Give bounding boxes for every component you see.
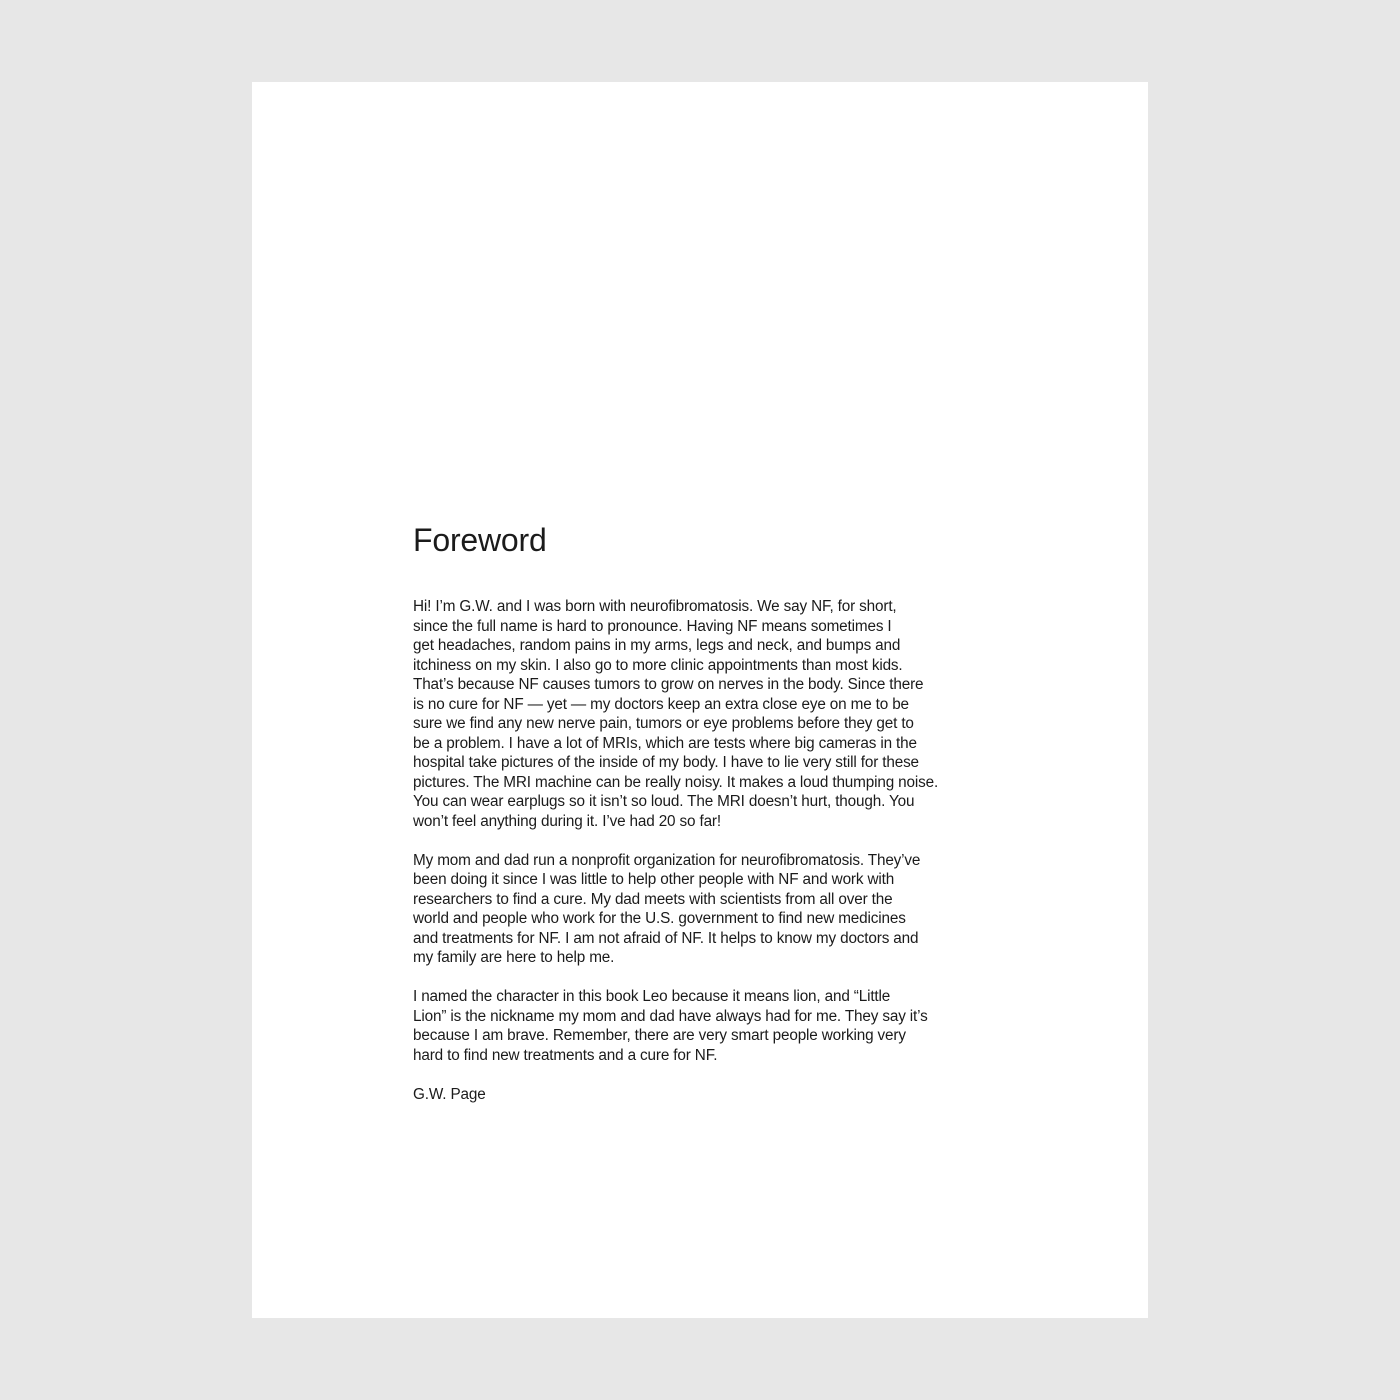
text-line: researchers to find a cure. My dad meets with scientists from all over the: [413, 890, 893, 908]
text-line: Hi! I’m G.W. and I was born with neurofibromatosis. We say NF, for short,: [413, 598, 897, 615]
text-line: my family are here to help me.: [413, 949, 615, 966]
text-line: pictures. The MRI machine can be really noisy. It makes a loud thumping noise.: [413, 773, 939, 791]
paragraph-intro: [413, 597, 993, 831]
paragraph-parents: [413, 851, 993, 968]
page-title: Foreword: [413, 522, 547, 558]
text-line: sure we find any new nerve pain, tumors or eye problems before they get to: [413, 715, 914, 732]
text-line: and treatments for NF. I am not afraid of NF. It helps to know my doctors and: [413, 929, 919, 947]
text-line: You can wear earplugs so it isn’t so loud. The MRI doesn’t hurt, though. You: [413, 793, 915, 810]
text-line: because I am brave. Remember, there are very smart people working very: [413, 1027, 906, 1044]
text-line: Lion” is the nickname my mom and dad have always had for me. They say it’s: [413, 1007, 928, 1025]
text-line: be a problem. I have a lot of MRIs, which are tests where big cameras in the: [413, 734, 917, 752]
text-line: My mom and dad run a nonprofit organization for neurofibromatosis. They’ve: [413, 851, 921, 869]
text-line: since the full name is hard to pronounce. Having NF means sometimes I: [413, 617, 892, 635]
text-line: won’t feel anything during it. I’ve had 20 so far!: [413, 812, 721, 830]
text-line: hard to find new treatments and a cure for NF.: [413, 1046, 718, 1064]
text-line: That’s because NF causes tumors to grow on nerves in the body. Since there: [413, 676, 924, 693]
text-line: I named the character in this book Leo because it means lion, and “Little: [413, 988, 891, 1005]
paragraph-leo: [413, 987, 993, 1065]
text-line: is no cure for NF — yet — my doctors keep an extra close eye on me to be: [413, 695, 909, 713]
text-line: been doing it since I was little to help other people with NF and work with: [413, 871, 895, 888]
text-line: get headaches, random pains in my arms, legs and neck, and bumps and: [413, 637, 901, 654]
text-line: hospital take pictures of the inside of my body. I have to lie very still for these: [413, 754, 919, 771]
text-line: itchiness on my skin. I also go to more clinic appointments than most kids.: [413, 656, 903, 674]
document-page: [252, 82, 1148, 1318]
author-signature: G.W. Page: [413, 1085, 486, 1103]
text-line: world and people who work for the U.S. government to find new medicines: [413, 910, 906, 927]
foreword-content: [413, 519, 993, 1104]
